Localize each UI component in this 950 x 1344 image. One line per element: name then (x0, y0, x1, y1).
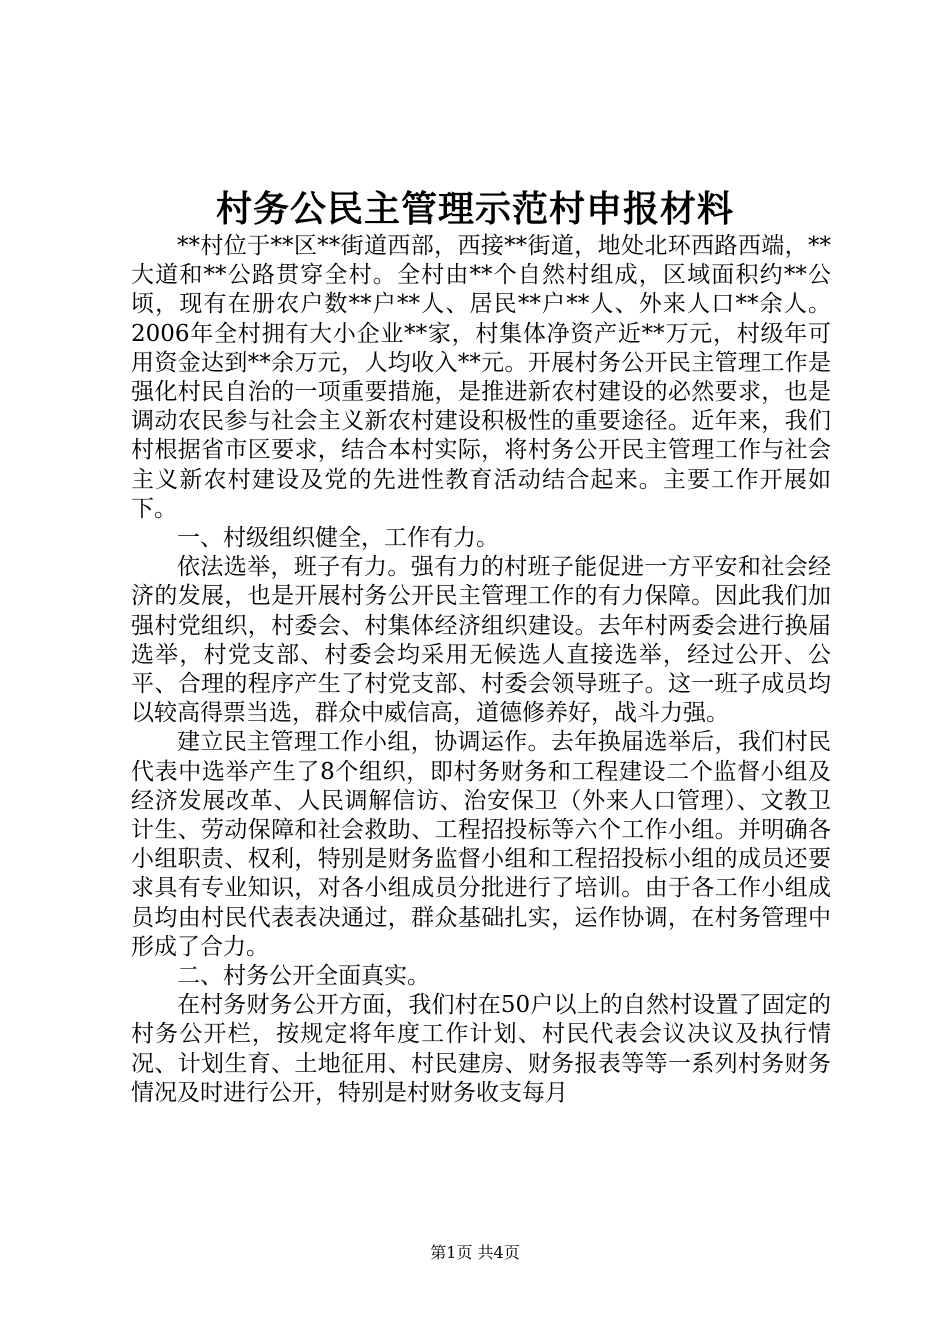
page-title: 村务公民主管理示范村申报材料 (215, 188, 734, 230)
paragraph-intro: **村位于**区**街道西部，西接**街道，地处北环西路西端，**大道和**公路贯穿全村。全村由**个自然村组成，区域面积约**公顷，现有在册农户数**户**人、居民**户**人、外来人口**余人。2006年全村拥有大小企业**家，村集体净资产近**万元，村级年可用资金达到**余万元，人均收入**元。开展村务公开民主管理工作是强化村民自治的一项重要措施，是推进新农村建设的必然要求，也是调动农民参与社会主义新农村建设积极性的重要途径。近年来，我们村根据省市区要求，结合本村实际，将村务公开民主管理工作与社会主义新农村建设及党的先进性教育活动结合起来。主要工作开展如下。 (131, 233, 831, 522)
paragraph-working-groups: 建立民主管理工作小组，协调运作。去年换届选举后，我们村民代表中选举产生了8个组织，即村务财务和工程建设二个监督小组及经济发展改革、人民调解信访、治安保卫（外来人口管理）、文教卫计生、劳动保障和社会救助、工程招投标等六个工作小组。并明确各小组职责、权利，特别是财务监督小组和工程招投标小组的成员还要求具有专业知识，对各小组成员分批进行了培训。由于各工作小组成员均由村民代表表决通过，群众基础扎实，运作协调，在村务管理中形成了合力。 (131, 729, 831, 960)
document-body (131, 232, 831, 1108)
paragraph-disclosure: 在村务财务公开方面，我们村在50户以上的自然村设置了固定的村务公开栏，按规定将年度工作计划、村民代表会议决议及执行情况、计划生育、土地征用、村民建房、财务报表等等一系列村务财务情况及时进行公开，特别是村财务收支每月 (131, 992, 831, 1106)
section-heading-2: 二、村务公开全面真实。 (177, 963, 430, 990)
section-heading-1: 一、村级组织健全，工作有力。 (177, 525, 499, 552)
paragraph-election: 依法选举，班子有力。强有力的村班子能促进一方平安和社会经济的发展，也是开展村务公开民主管理工作的有力保障。因此我们加强村党组织，村委会、村集体经济组织建设。去年村两委会进行换届选举，村党支部、村委会均采用无候选人直接选举，经过公开、公平、合理的程序产生了村党支部、村委会领导班子。这一班子成员均以较高得票当选，群众中威信高，道德修养好，战斗力强。 (131, 554, 831, 727)
page-footer: 第1页 共4页 (430, 1243, 520, 1262)
